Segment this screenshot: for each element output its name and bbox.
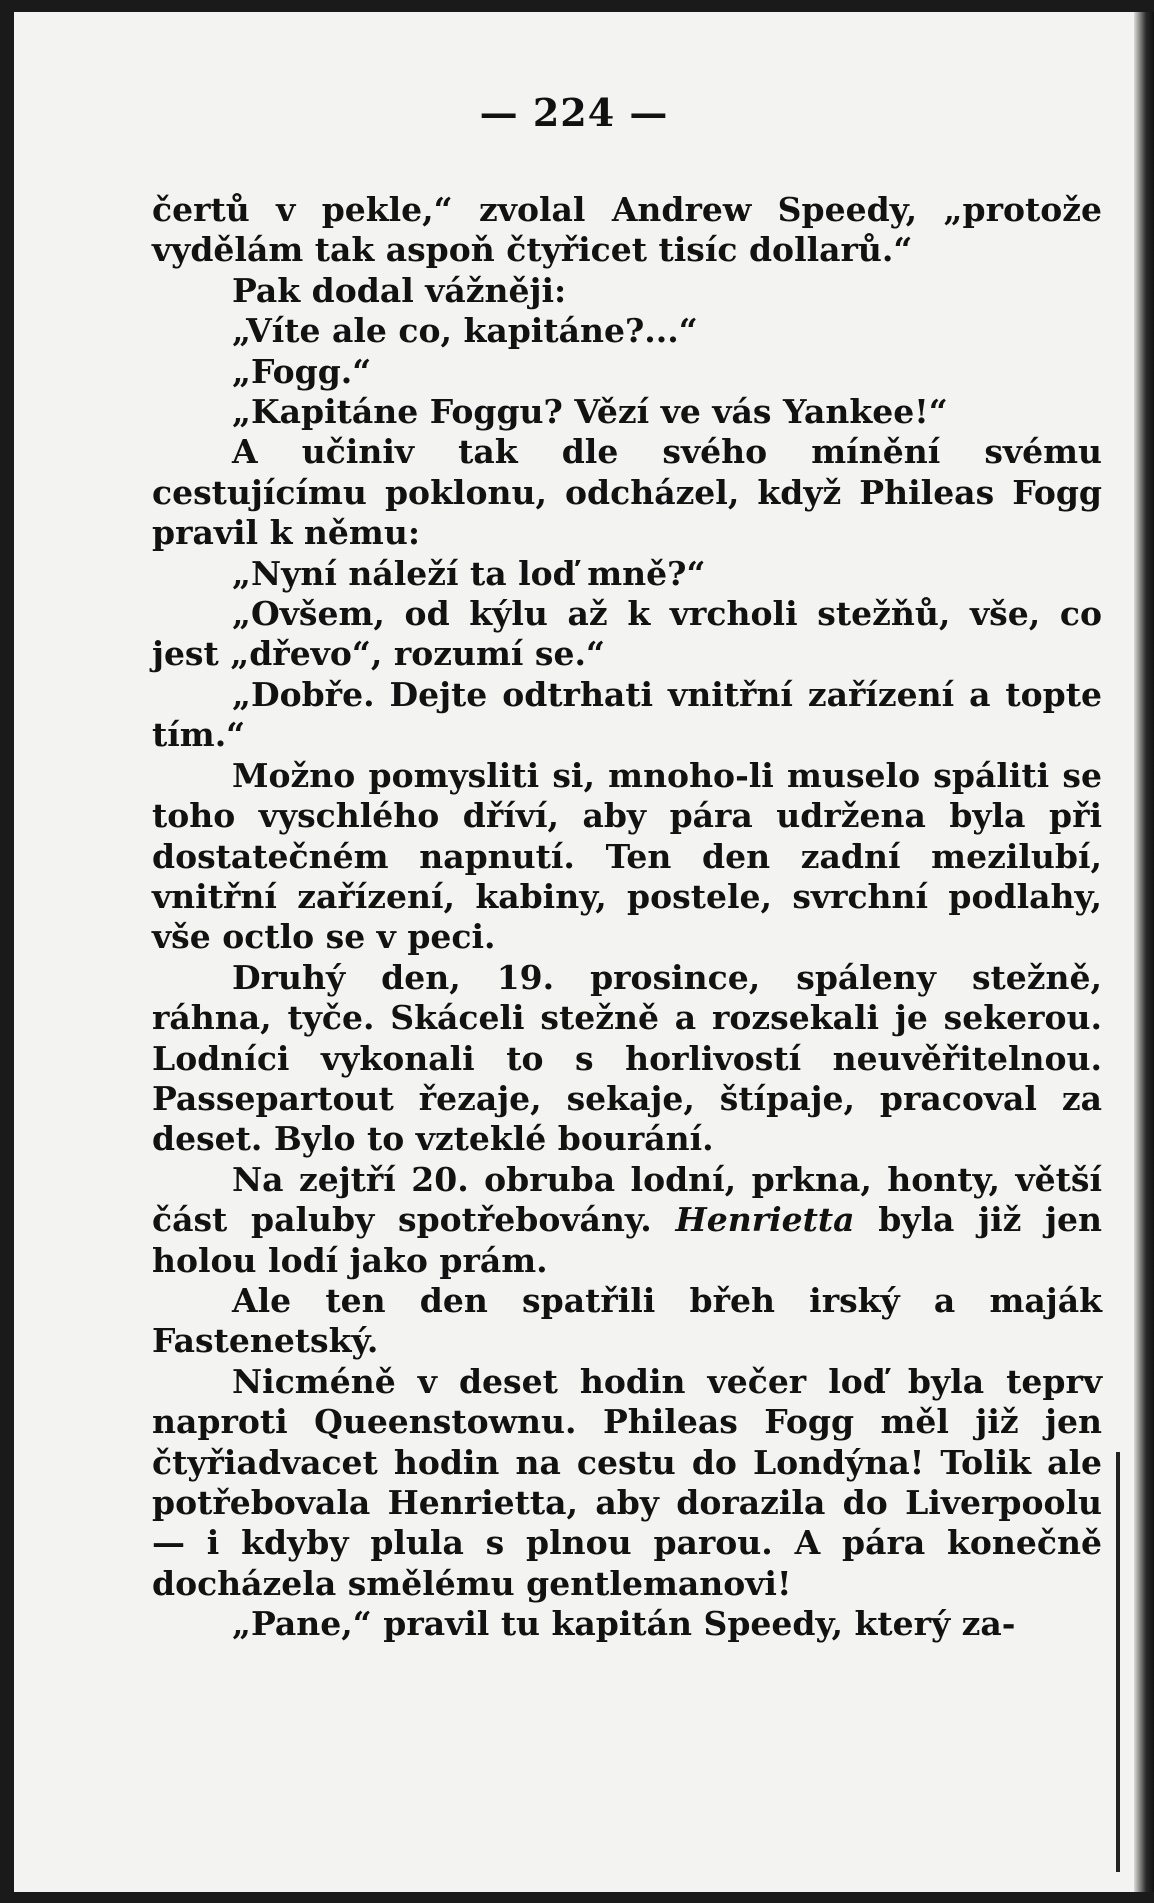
paragraph (152, 1160, 1102, 1281)
paragraph: „Fogg.“ (232, 351, 372, 391)
paragraph: „Pane,“ pravil tu kapitán Speedy, který za- (232, 1604, 1016, 1644)
page-edge-shadow (1116, 1452, 1120, 1872)
paragraph-text: byla již jen holou lodí jako prám. (152, 1200, 1102, 1280)
paragraph: Pak dodal vážněji: (232, 270, 567, 310)
paragraph: A učiniv tak dle svého mínění svému cestujícímu poklonu, odcházel, když Phileas Fogg pravil k němu: (152, 432, 1102, 553)
paragraph: Možno pomysliti si, mnoho-li muselo spáliti se toho vyschlého dříví, aby pára udržena byla při dostatečném napnutí. Ten den zadní mezilubí, vnitřní zařízení, kabiny, postele, svrchní podlahy, vše octlo se v peci. (152, 755, 1102, 957)
paragraph: „Dobře. Dejte odtrhati vnitřní zařízení a topte tím.“ (152, 674, 1102, 755)
paragraph: Nicméně v deset hodin večer loď byla teprv naproti Queenstownu. Phileas Fogg měl již jen čtyřiadvacet hodin na cestu do Londýna! Tolik ale potřebovala Henrietta, aby dorazila do Liverpoolu — i kdyby plula s plnou parou. A pára konečně docházela smělému gentlemanovi! (152, 1361, 1102, 1603)
page-number: — 224 — (479, 90, 669, 135)
book-spine-edge (1134, 12, 1154, 1892)
paragraph: čertů v pekle,“ zvolal Andrew Speedy, „protože vydělám tak aspoň čtyřicet tisíc dollarů.“ (152, 190, 1102, 270)
paragraph: „Víte ale co, kapitáne?...“ (232, 311, 698, 351)
paragraph: „Nyní náleží ta loď mně?“ (232, 553, 706, 593)
ship-name-italic: Henrietta (675, 1200, 855, 1240)
paragraph-text: Na zejtří 20. obruba lodní, prkna, honty, větší část paluby spotřebovány. (152, 1159, 1102, 1240)
paragraph: Druhý den, 19. prosince, spáleny stežně, ráhna, tyče. Skáceli stežně a rozsekali je sekerou. Lodníci vykonali to s horlivostí neuvěřitelnou. Passepartout řezaje, sekaje, štípaje, pracoval za deset. Bylo to vzteklé bourání. (152, 957, 1102, 1159)
page-body (152, 190, 1102, 1645)
paragraph: Ale ten den spatřili břeh irský a maják Fastenetský. (152, 1280, 1102, 1361)
paragraph: „Ovšem, od kýlu až k vrcholi stežňů, vše, co jest „dřevo“, rozumí se.“ (152, 594, 1102, 674)
paragraph: „Kapitáne Foggu? Vězí ve vás Yankee!“ (232, 392, 948, 432)
book-page (14, 12, 1134, 1892)
